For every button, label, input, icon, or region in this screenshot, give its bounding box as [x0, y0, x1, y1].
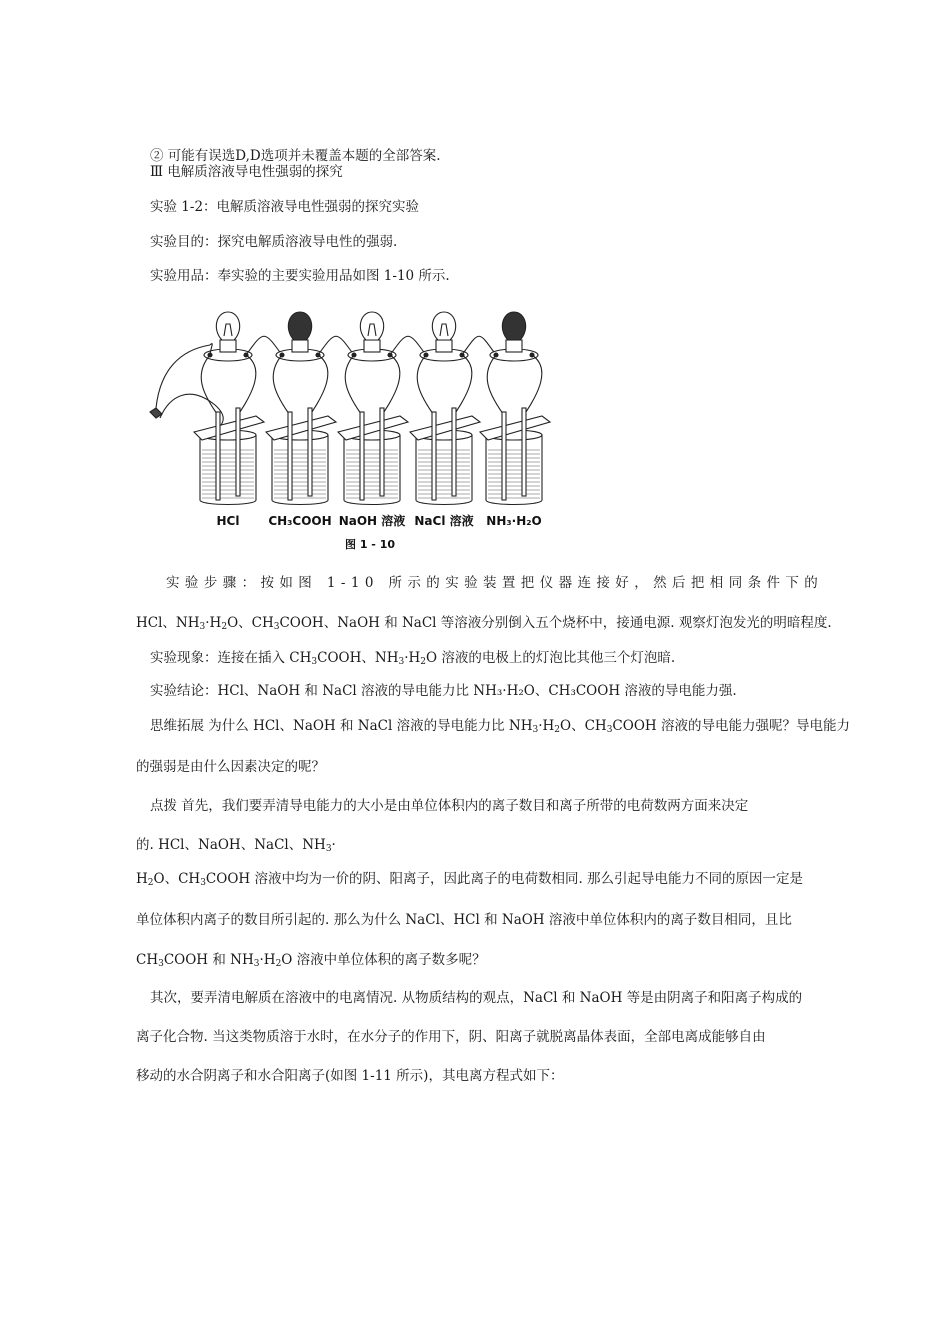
- text-line-1: ② 可能有误选D,D选项并未覆盖本题的全部答案.: [150, 148, 441, 164]
- experiment-conclusion: 实验结论：HCl、NaOH 和 NaCl 溶液的导电能力比 NH₃·H₂O、CH₃COOH 溶液的导电能力强.: [150, 683, 737, 699]
- dim-bulb-icon: [502, 312, 525, 340]
- text-span: 的. HCl、NaOH、NaCl、NH: [136, 837, 326, 853]
- text-span: O 溶液中单位体积的离子数多呢？: [281, 952, 486, 968]
- subscript: 2: [147, 878, 154, 888]
- apparatus-unit-1: [194, 312, 282, 528]
- experiment-observation: [150, 648, 675, 668]
- wire: [345, 355, 364, 418]
- text-span: ·H: [205, 615, 222, 631]
- subscript: 2: [420, 657, 427, 667]
- figure-caption: 图 1 - 10: [344, 538, 396, 551]
- electrode-rod: [288, 412, 292, 500]
- electrode-rod: [452, 408, 456, 496]
- text-span: COOH 和 NH: [163, 952, 254, 968]
- thinking-extension-line-1: [150, 716, 850, 736]
- next-line-3: 移动的水合阴离子和水合阳离子(如图 1-11 所示)，其电离方程式如下：: [136, 1068, 564, 1084]
- apparatus-unit-2: [266, 312, 354, 528]
- electrode-rod: [502, 412, 506, 500]
- subscript: 3: [398, 657, 405, 667]
- apparatus-unit-4: [410, 312, 496, 528]
- text-span: H: [136, 871, 148, 887]
- subscript: 3: [200, 878, 206, 888]
- hint-line-5: [136, 950, 486, 970]
- text-span: O 溶液的电极上的灯泡比其他三个灯泡暗.: [426, 650, 676, 666]
- wire: [273, 355, 292, 418]
- hint-line-1: 点拨 首先，我们要弄清导电能力的大小是由单位体积内的离子数目和离子所带的电荷数两方面来决定: [150, 798, 749, 814]
- text-span: ·H: [259, 952, 276, 968]
- subscript: 3: [273, 622, 280, 632]
- lamp-socket: [220, 340, 236, 352]
- text-span: COOH、NaOH 和 NaCl 等溶液分别倒入五个烧杯中，接通电源. 观察灯泡发光的明暗程度.: [279, 615, 832, 631]
- electrode-rod: [216, 412, 220, 500]
- subscript: 3: [606, 725, 613, 735]
- apparatus-unit-5: [480, 312, 550, 528]
- hint-line-4: 单位体积内离子的数目所引起的. 那么为什么 NaCl、HCl 和 NaOH 溶液中单位体积内的离子数目相同，且比: [136, 912, 792, 928]
- subscript: 2: [554, 725, 561, 735]
- series-wire: [246, 336, 282, 355]
- electrode-rod: [380, 408, 384, 496]
- text-span: 思维拓展 为什么 HCl、NaOH 和 NaCl 溶液的导电能力比 NH: [150, 718, 533, 734]
- electrode-rod: [360, 412, 364, 500]
- experiment-title: 实验 1-2：电解质溶液导电性强弱的探究实验: [150, 199, 420, 215]
- wire: [417, 355, 436, 418]
- text-span: COOH、NH: [317, 650, 399, 666]
- text-span: COOH 溶液中均为一价的阴、阳离子，因此离子的电荷数相同. 那么引起导电能力不同的原因一定是: [205, 871, 804, 887]
- figure-1-10: [140, 300, 570, 560]
- subscript: 3: [158, 959, 164, 969]
- apparatus-illustration: [140, 300, 570, 560]
- text-span: ·H: [538, 718, 555, 734]
- hint-line-3: [136, 869, 803, 889]
- apparatus-unit-3: [338, 312, 426, 528]
- wire: [201, 355, 220, 418]
- lit-bulb-icon: [432, 312, 455, 340]
- experiment-steps-line-1: 实验步骤：按如图 1-10 所示的实验装置把仪器连接好，然后把相同条件下的: [166, 575, 824, 591]
- dim-bulb-icon: [288, 312, 311, 340]
- experiment-steps-line-2: [136, 613, 832, 633]
- lamp-socket: [292, 340, 308, 352]
- series-wire: [390, 336, 426, 355]
- beaker-label-3: NaOH 溶液: [338, 514, 406, 528]
- subscript: 2: [275, 959, 282, 969]
- wire: [487, 355, 506, 418]
- beaker-label-2: CH₃COOH: [268, 514, 332, 528]
- text-span: O、CH: [227, 615, 274, 631]
- next-line-1: 其次，要弄清电解质在溶液中的电离情况. 从物质结构的观点，NaCl 和 NaOH 等是由阴离子和阳离子构成的: [150, 990, 803, 1006]
- subscript: 3: [325, 844, 332, 854]
- next-line-2: 离子化合物. 当这类物质溶于水时，在水分子的作用下，阴、阳离子就脱离晶体表面，全部电离成能够自由: [136, 1029, 766, 1045]
- electrode-rod: [522, 408, 526, 496]
- lit-bulb-icon: [360, 312, 383, 340]
- text-span: ·: [331, 837, 336, 853]
- beaker-label-5: NH₃·H₂O: [486, 514, 542, 528]
- beaker-label-4: NaCl 溶液: [414, 514, 474, 528]
- subscript: 3: [311, 657, 318, 667]
- text-span: O、CH: [153, 871, 201, 887]
- subscript: 3: [199, 622, 206, 632]
- lamp-socket: [364, 340, 380, 352]
- subscript: 2: [221, 622, 228, 632]
- text-span: O、CH: [560, 718, 607, 734]
- text-span: HCl、NH: [136, 615, 200, 631]
- beaker-label-1: HCl: [216, 514, 240, 528]
- subscript: 3: [253, 959, 260, 969]
- experiment-materials: 实验用品：奉实验的主要实验用品如图 1-10 所示.: [150, 268, 450, 284]
- series-wire: [318, 336, 354, 355]
- electrode-rod: [236, 408, 240, 496]
- electrode-rod: [308, 408, 312, 496]
- lit-bulb-icon: [216, 312, 239, 340]
- experiment-purpose: 实验目的：探究电解质溶液导电性的强弱.: [150, 234, 398, 250]
- lamp-socket: [436, 340, 452, 352]
- text-span: COOH 溶液的导电能力强呢？导电能力: [612, 718, 850, 734]
- hint-line-2: [136, 835, 336, 855]
- electrode-rod: [432, 412, 436, 500]
- text-span: CH: [136, 952, 159, 968]
- series-wire: [462, 336, 496, 355]
- thinking-extension-line-2: 的强弱是由什么因素决定的呢？: [136, 759, 325, 775]
- subscript: 3: [532, 725, 539, 735]
- text-span: ·H: [404, 650, 421, 666]
- lamp-socket: [506, 340, 522, 352]
- text-span: 实验现象：连接在插入 CH: [150, 650, 312, 666]
- section-heading: Ⅲ 电解质溶液导电性强弱的探究: [150, 164, 343, 180]
